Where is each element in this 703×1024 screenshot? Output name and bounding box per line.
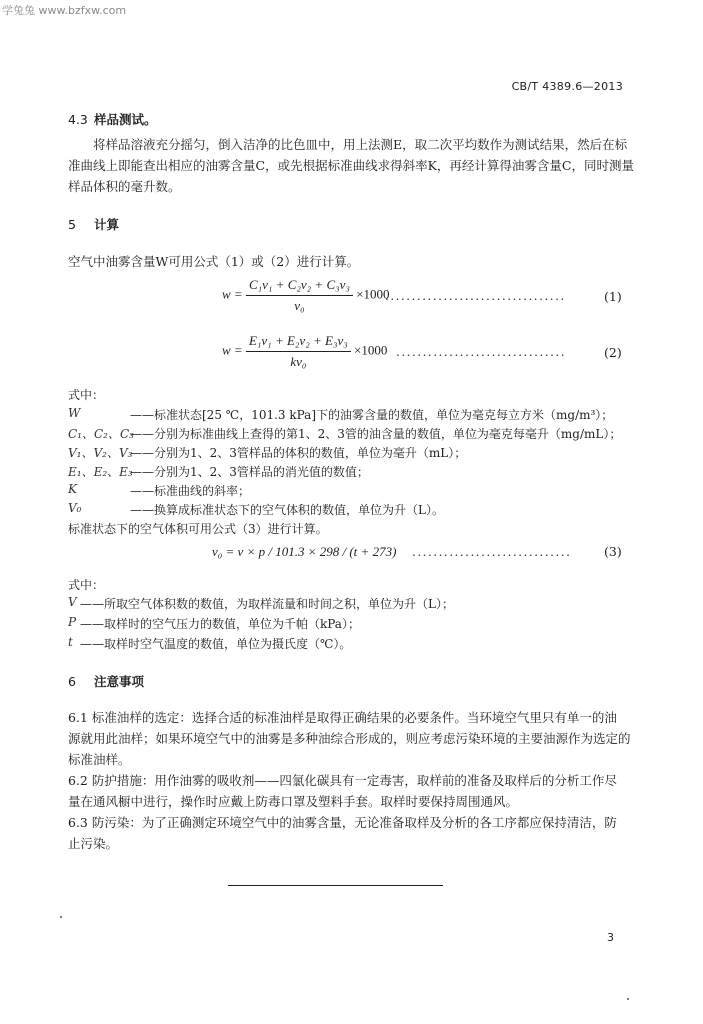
- section-5-heading: [68, 215, 119, 233]
- def-symbol: P: [68, 615, 77, 629]
- def-text: ——取样时的空气压力的数值，单位为千帕（kPa）；: [80, 617, 360, 631]
- note-6-2-line2: 量在通风橱中进行，操作时应戴上防毒口罩及塑料手套。取样时要保持周围通风。: [68, 794, 519, 809]
- leader-dots: ..................................: [385, 289, 566, 303]
- section-4-3-heading: [68, 110, 157, 128]
- equation-number: (1): [604, 289, 622, 304]
- page-number: 3: [607, 931, 614, 944]
- note-6-3-line2: 止污染。: [68, 836, 119, 851]
- section-number: 6: [68, 674, 76, 689]
- where-label-2: 式中：: [68, 578, 105, 592]
- def-symbol: t: [68, 635, 73, 649]
- formula-denominator: kv₀: [290, 354, 307, 369]
- def-symbol: V₁、V₂、V₃: [68, 446, 133, 460]
- note-6-1-line3: 标准油样。: [68, 752, 131, 767]
- s5-intro: 空气中油雾含量W可用公式（1）或（2）进行计算。: [68, 254, 360, 269]
- leader-dots: ................................: [396, 345, 567, 359]
- note-6-2-line1: 6.2 防护措施：用作油雾的吸收剂——四氯化碳具有一定毒害，取样前的准备及取样后的分析工作尽: [68, 773, 617, 788]
- formula-tail: ×1000: [354, 342, 388, 358]
- formula-tail: ×1000: [356, 286, 390, 302]
- s43-line2: 准曲线上即能查出相应的油雾含量C，或先根据标准曲线求得斜率K，再经计算得油雾含量C，同时测量: [68, 158, 634, 173]
- def-text: ——分别为1、2、3管样品的消光值的数值；: [130, 465, 369, 479]
- def-text: ——所取空气体积数的数值，为取样流量和时间之积，单位为升（L）；: [80, 597, 454, 611]
- equation-number: (3): [604, 544, 622, 559]
- def-symbol: W: [68, 406, 81, 420]
- section-title: 注意事项: [94, 674, 145, 689]
- watermark: 学兔兔 www.bzfxw.com: [2, 4, 127, 17]
- section-title: 计算: [94, 217, 120, 232]
- formula-1: [222, 277, 390, 314]
- formula-denominator: v₀: [294, 298, 305, 313]
- def-text: ——分别为1、2、3管样品的体积的数值，单位为毫升（mL）；: [130, 446, 467, 460]
- formula-numerator: C₁v₁ + C₂v₂ + C₃v₃: [246, 277, 353, 296]
- def-text: ——取样时空气温度的数值，单位为摄氏度（℃）。: [80, 637, 352, 651]
- scan-speck: [627, 998, 629, 1000]
- formula-2: [222, 333, 387, 370]
- def-symbol: K: [68, 482, 77, 496]
- section-number: 5: [68, 217, 76, 232]
- formula-lhs: w =: [222, 286, 243, 302]
- standard-code: CB/T 4389.6—2013: [511, 80, 623, 93]
- def-symbol: V₀: [68, 501, 82, 515]
- formula-numerator: E₁v₁ + E₂v₂ + E₃v₃: [246, 333, 351, 352]
- def-text: ——换算成标准状态下的空气体积的数值，单位为升（L）。: [130, 503, 444, 517]
- def-symbol: C₁、C₂、C₃: [68, 427, 134, 441]
- def-symbol: E₁、E₂、E₃: [68, 465, 133, 479]
- def-text: ——分别为标准曲线上查得的第1、2、3管的油含量的数值，单位为毫克每毫升（mg/mL）；: [130, 427, 622, 441]
- equation-number: (2): [604, 345, 622, 360]
- formula-fraction: [246, 333, 351, 370]
- formula-fraction: [246, 277, 353, 314]
- scan-speck: [60, 916, 62, 918]
- note-6-1-line2: 源就用此油样；如果环境空气中的油雾是多种油综合形成的，则应考虑污染环境的主要油源作为选定的: [68, 731, 631, 746]
- end-rule: [228, 885, 443, 886]
- formula-3: v₀ = v × p / 101.3 × 298 / (t + 273): [212, 544, 397, 559]
- leader-dots: ..............................: [412, 545, 572, 559]
- where-label: 式中：: [68, 388, 105, 402]
- def-text: ——标准状态[25 ℃，101.3 kPa]下的油雾含量的数值，单位为毫克每立方米（mg/m³）；: [130, 408, 614, 422]
- section-title: 样品测试。: [94, 112, 157, 127]
- def-symbol: V: [68, 595, 77, 609]
- std-volume-text: 标准状态下的空气体积可用公式（3）进行计算。: [68, 522, 328, 536]
- note-6-3-line1: 6.3 防污染：为了正确测定环境空气中的油雾含量，无论准备取样及分析的各工序都应保持清洁，防: [68, 815, 617, 830]
- formula-lhs: w =: [222, 342, 243, 358]
- def-text: ——标准曲线的斜率；: [130, 484, 251, 498]
- section-number: 4.3: [68, 112, 88, 127]
- s43-line3: 样品体积的毫升数。: [68, 179, 181, 194]
- note-6-1-line1: 6.1 标准油样的选定：选择合适的标准油样是取得正确结果的必要条件。当环境空气里只有单一的油: [68, 710, 617, 725]
- s43-line1: 将样品溶液充分摇匀，倒入洁净的比色皿中，用上法测E，取二次平均数作为测试结果，然后在标: [93, 137, 628, 152]
- section-6-heading: [68, 672, 144, 690]
